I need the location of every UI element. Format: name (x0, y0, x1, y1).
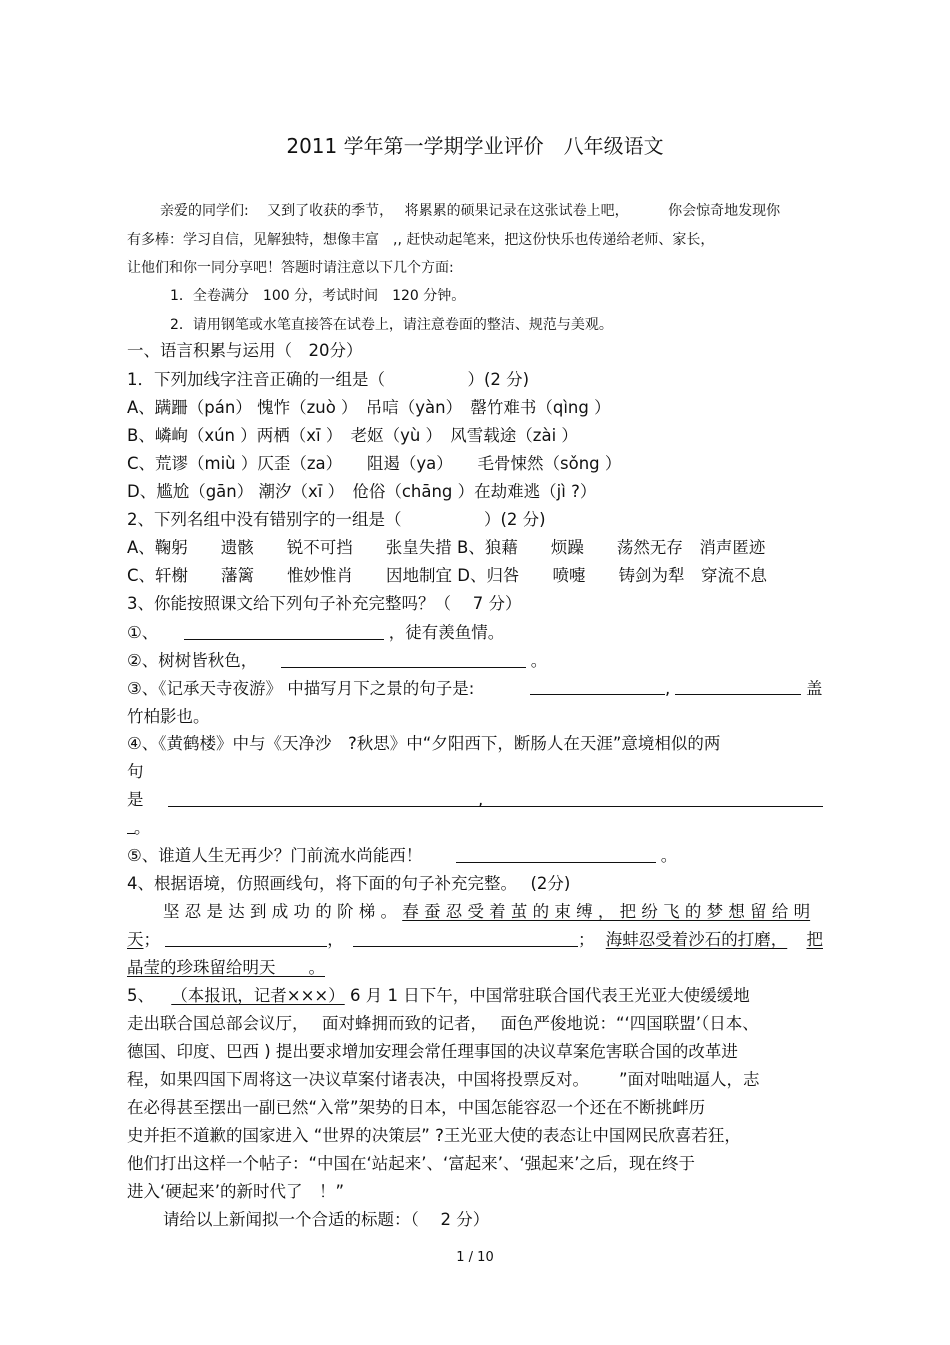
q3-item-3-suffix: 盖 (806, 679, 823, 698)
q3-item-3-comma: , (665, 679, 671, 698)
exam-title: 2011 学年第一学期学业评价 八年级语文 (286, 134, 664, 158)
q3-item-3-continued: 竹柏影也。 (127, 707, 210, 726)
q3-item-4-line-3: 是 (127, 790, 144, 809)
q4-model-sentence-2: 海蚌忍受着沙石的打磨， (605, 930, 788, 949)
q5-line-1 (127, 985, 750, 1007)
q5-number: 5、 (127, 986, 154, 1005)
q4-model-sentence-2-cont: 把 (806, 930, 823, 949)
q4-punct-2: ， (327, 930, 344, 949)
q3-answer-blank-3b[interactable] (675, 694, 801, 695)
q1-stem: 1．下列加线字注音正确的一组是（ ）(2 分) (127, 370, 530, 389)
page-number: 1 / 10 (456, 1250, 494, 1265)
q4-model-sentence: 春 蚕 忍 受 着 茧 的 束 缚 ， 把 纷 飞 的 梦 想 留 给 明 (402, 902, 811, 921)
q3-item-1 (127, 622, 504, 644)
q3-item-2 (127, 650, 547, 672)
q5-line-6: 史并拒不道歉的国家进入 “世界的决策层” ?王光亚大使的表态让中国网民欣喜若狂， (127, 1126, 741, 1145)
intro-note-1: 1．全卷满分 100 分，考试时间 120 分钟。 (170, 288, 466, 304)
q5-line-2: 走出联合国总部会议厅， 面对蜂拥而致的记者， 面色严俊地说：“‘四国联盟’（日本、 (127, 1014, 759, 1033)
q3-item-3 (127, 678, 474, 700)
q3-item-4-line-1: ④、《黄鹤楼》中与《天净沙 ?秋思》中“夕阳西下，断肠人在天涯”意境相似的两 (127, 734, 721, 753)
q5-line-1-text: 6 月 1 日下午，中国常驻联合国代表王光亚大使缓缓地 (349, 986, 750, 1005)
q1-option-c: C、荒谬（miù ）仄歪（za） 阻遏（ya） 毛骨悚然（sǒng ） (127, 454, 622, 473)
q5-line-8: 进入‘硬起来’的新时代了 ！” (127, 1182, 345, 1201)
q4-stem: 4、根据语境，仿照画线句，将下面的句子补充完整。 (2分) (127, 874, 571, 893)
q3-item-4-comma: , (478, 790, 484, 809)
q4-line-1-plain: 坚 忍 是 达 到 成 功 的 阶 梯 。 (163, 902, 397, 921)
q5-line-4: 程，如果四国下周将这一决议草案付诸表决，中国将投票反对。 ”面对咄咄逼人，志 (127, 1070, 760, 1089)
q3-item-2-prefix: ②、树树皆秋色， (127, 651, 258, 670)
q3-answer-blank-4a[interactable] (168, 806, 823, 807)
q3-answer-blank-5[interactable] (456, 846, 656, 863)
q1-option-a: A、蹒跚（pán） 愧怍（zuò ） 吊唁（yàn） 罄竹难书（qìng ） (127, 398, 611, 417)
q5-line-3: 德国、印度、巴西 ) 提出要求增加安理会常任理事国的决议草案危害联合国的改革进 (127, 1042, 738, 1061)
q4-model-sentence-end: 天 (127, 930, 144, 949)
q5-news-source: （本报讯，记者×××） (171, 986, 345, 1005)
intro-line-1: 亲爱的同学们: 又到了收获的季节， 将累累的硕果记录在这张试卷上吧， 你会惊奇地发现你 (160, 203, 781, 219)
q3-item-1-suffix: ，徒有羡鱼情。 (388, 623, 505, 642)
q3-answer-blank-1[interactable] (184, 623, 384, 640)
q3-item-3-prefix: ③、《记承天寺夜游》 中描写月下之景的句子是: (127, 679, 475, 698)
q4-line-3: 晶莹的珍珠留给明天 。 (127, 958, 325, 977)
q2-options-ab: A、鞠躬 遗骸 锐不可挡 张皇失措 B、狼藉 烦躁 荡然无存 消声匿迹 (127, 538, 766, 557)
q4-line-1 (163, 901, 810, 923)
q5-question: 请给以上新闻拟一个合适的标题：（ 2 分） (163, 1210, 490, 1229)
q3-item-5 (127, 845, 677, 867)
section-heading: 一、语言积累与运用（ 20分） (127, 341, 363, 360)
q4-punct-1: ； (143, 930, 160, 949)
q4-punct-3: ； (578, 930, 595, 949)
q3-item-5-prefix: ⑤、谁道人生无再少？门前流水尚能西！ (127, 846, 423, 865)
q3-item-2-suffix: 。 (530, 651, 548, 670)
intro-line-3: 让他们和你一同分享吧！答题时请注意以下几个方面: (127, 260, 454, 276)
q3-item-4-end: 。 (134, 818, 151, 837)
q3-item-5-suffix: 。 (660, 846, 678, 865)
q2-options-cd: C、轩榭 藩篱 惟妙惟肖 因地制宜 D、归咎 喷嚏 铸剑为犁 穿流不息 (127, 566, 767, 585)
intro-note-2: 2．请用钢笔或水笔直接答在试卷上，请注意卷面的整洁、规范与美观。 (170, 317, 613, 333)
intro-line-2: 有多棒：学习自信，见解独特，想像丰富 ,, 赶快动起笔来，把这份快乐也传递给老师、家长， (127, 232, 715, 248)
q2-stem: 2、下列名组中没有错别字的一组是（ ）(2 分) (127, 510, 546, 529)
q3-answer-blank-3a[interactable] (530, 694, 665, 695)
q4-line-2 (127, 929, 823, 951)
q5-line-5: 在必得甚至摆出一副已然“入常”架势的日本，中国怎能容忍一个还在不断挑衅历 (127, 1098, 706, 1117)
q3-stem: 3、你能按照课文给下列句子补充完整吗？（ 7 分） (127, 594, 522, 613)
q4-answer-blank-1[interactable] (165, 930, 327, 947)
q3-item-1-prefix: ①、 (127, 623, 159, 642)
q5-line-7: 他们打出这样一个帖子：“中国在‘站起来’、‘富起来’、‘强起来’之后，现在终于 (127, 1154, 696, 1173)
q3-item-4-line-2: 句 (127, 762, 144, 781)
q4-answer-blank-2[interactable] (353, 930, 578, 947)
q3-answer-blank-2[interactable] (281, 651, 526, 668)
q1-option-b: B、嶙峋（xún ）两栖（xī ） 老妪（yù ） 风雪载途（zài ） (127, 426, 578, 445)
q1-option-d: D、尴尬（gān） 潮汐（xī ） 伧俗（chāng ）在劫难逃（jì ?） (127, 482, 597, 501)
